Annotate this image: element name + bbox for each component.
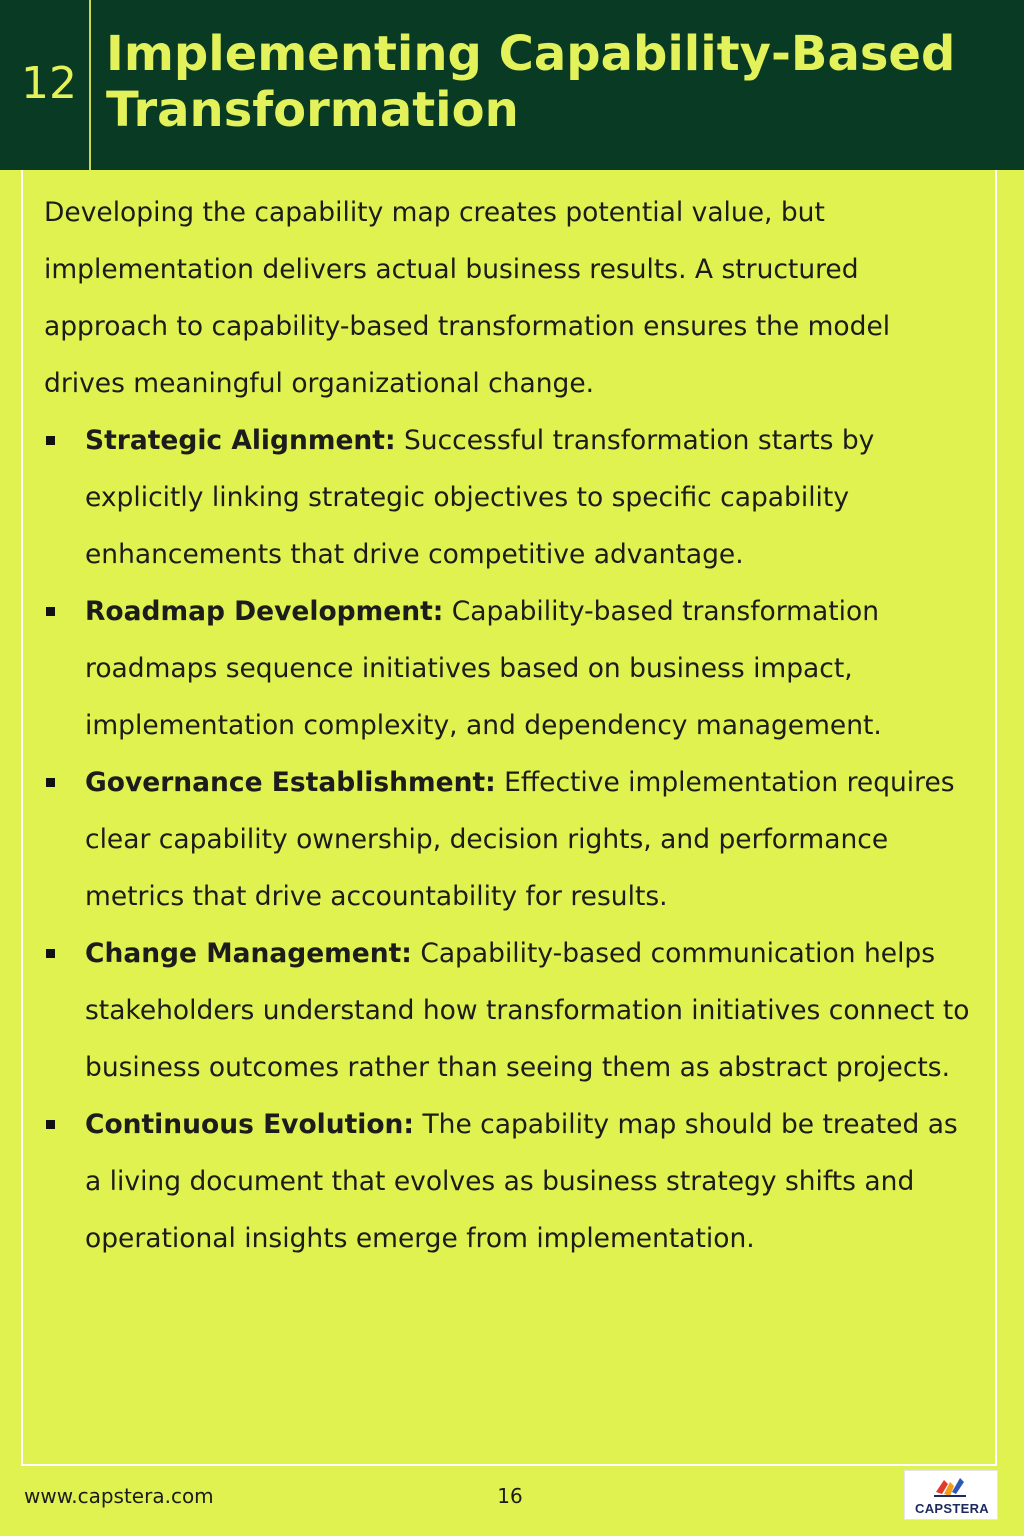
square-bullet-icon — [46, 607, 55, 616]
bullet-strategic-alignment — [44, 412, 979, 583]
capstera-logo — [904, 1470, 998, 1520]
bullet-continuous-evolution — [44, 1096, 979, 1267]
square-bullet-icon — [46, 949, 55, 958]
bullet-term: Continuous Evolution: — [85, 1109, 415, 1140]
capstera-mark-icon — [932, 1474, 972, 1500]
bullet-text: The capability map should be treated as a living document that evolves as business strategy shifts and operational insights emerge from implementation. — [85, 1109, 958, 1254]
square-bullet-icon — [46, 1120, 55, 1129]
bullet-term: Change Management: — [85, 938, 412, 969]
square-bullet-icon — [46, 778, 55, 787]
chapter-number: 12 — [21, 58, 77, 109]
bullet-text: Capability-based transformation roadmaps sequence initiatives based on business impact, implementation complexity, and dependency management. — [85, 596, 882, 741]
bullet-change-management — [44, 925, 979, 1096]
bullet-term: Strategic Alignment: — [85, 425, 396, 456]
square-bullet-icon — [46, 436, 55, 445]
bullet-roadmap-development — [44, 583, 979, 754]
bullet-text: Capability-based communication helps stakeholders understand how transformation initiatives connect to business outcomes rather than seeing them as abstract projects. — [85, 938, 970, 1083]
bullet-text: Effective implementation requires clear capability ownership, decision rights, and performance metrics that drive accountability for results. — [85, 767, 955, 912]
bullet-governance-establishment — [44, 754, 979, 925]
bullet-term: Governance Establishment: — [85, 767, 496, 798]
logo-text: CAPSTERA — [915, 1501, 989, 1516]
header-divider — [89, 0, 91, 170]
footer-url: www.capstera.com — [24, 1484, 214, 1508]
main-content — [44, 184, 979, 1267]
chapter-header — [0, 0, 1024, 170]
intro-paragraph: Developing the capability map creates potential value, but implementation delivers actual business results. A structured approach to capability-based transformation ensures the model drives meaningful organizational change. — [44, 197, 891, 399]
page-title: Implementing Capability-Based Transformation — [106, 26, 956, 138]
bullet-text: Successful transformation starts by explicitly linking strategic objectives to specific capability enhancements that drive competitive advantage. — [85, 425, 875, 570]
page-number: 16 — [497, 1484, 523, 1508]
bullet-list — [44, 412, 979, 1267]
bullet-term: Roadmap Development: — [85, 596, 444, 627]
